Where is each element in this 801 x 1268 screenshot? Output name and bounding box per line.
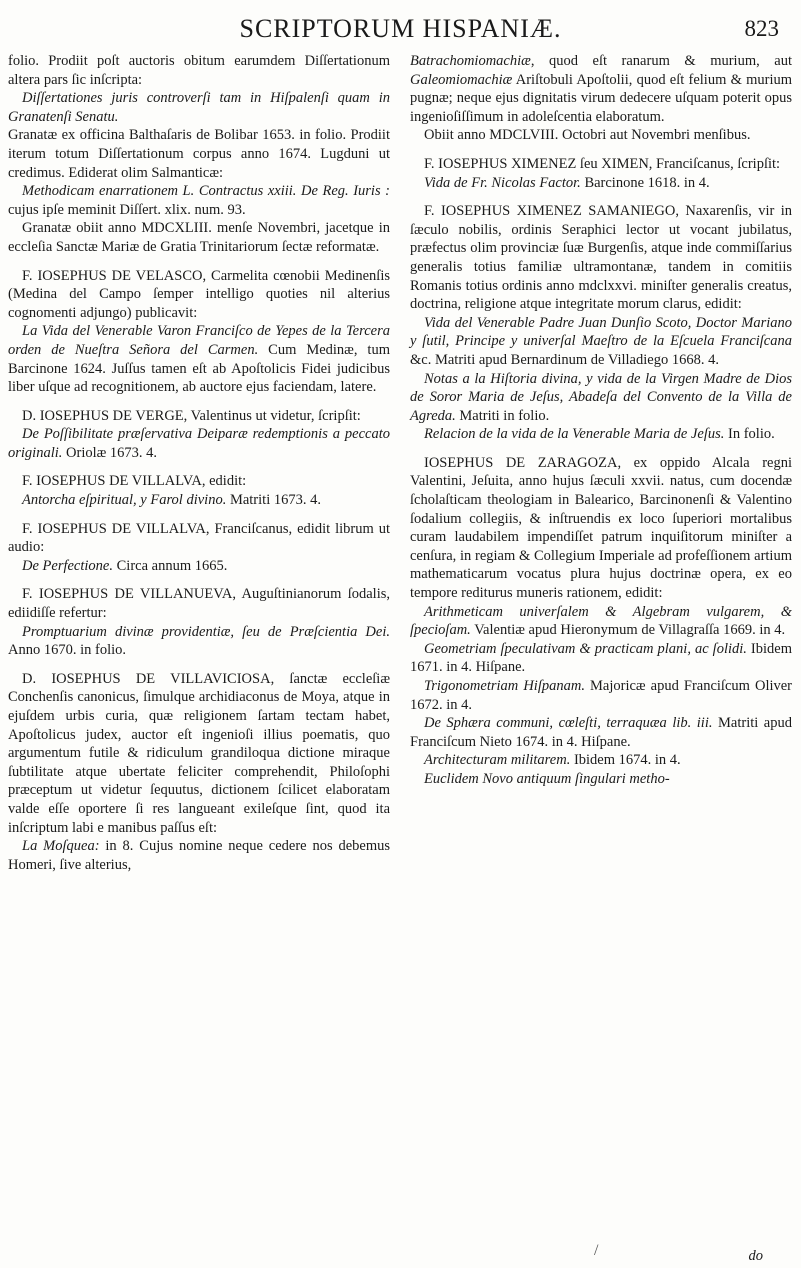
entry-heading: F. IOSEPHUS DE VILLALVA [22, 520, 206, 537]
book-title: Galeomiomachiæ [410, 71, 513, 88]
entry: F. IOSEPHUS DE VILLANUEVA, Auguſtinianorum ſodalis, ediidiſſe refertur: [8, 586, 391, 622]
entry-heading: F. IOSEPHUS XIMENEZ ſeu XIMEN, [424, 155, 653, 172]
running-header [0, 12, 801, 48]
entry-heading: F. IOSEPHUS XIMENEZ SAMANIEGO [424, 203, 676, 220]
entry: F. IOSEPHUS DE VILLALVA, edidit: [22, 473, 247, 490]
left-column [8, 52, 390, 874]
entry-heading: D. IOSEPHUS DE VERGE [22, 407, 184, 424]
paragraph: De Perfectione. Circa annum 1665. [22, 557, 228, 574]
book-title: Geometriam ſpeculativam & practicam plani, ac ſolidi. [424, 640, 747, 657]
paragraph: Vida de Fr. Nicolas Factor. Barcinone 1618. in 4. [424, 174, 710, 191]
book-title: Methodicam enarrationem L. Contractus xxiii. De Reg. Iuris : [22, 183, 390, 200]
paragraph: Architecturam militarem. Ibidem 1674. in 4. [424, 752, 681, 769]
paragraph: Arithmeticam univerſalem & Algebram vulgarem, & ſpecioſam. Valentiæ apud Hieronymum de Villagraſſa 1669. in 4. [410, 603, 792, 639]
paragraph: Methodicam enarrationem L. Contractus xxiii. De Reg. Iuris : cujus ipſe meminit Diſſert. xlix. num. 93. [8, 183, 390, 218]
book-title: Vida de Fr. Nicolas Factor. [424, 174, 581, 191]
paragraph [410, 770, 792, 789]
book-title: De Sphæra communi, cœleſti, terraquæa lib. iii. [424, 715, 713, 732]
entry: D. IOSEPHUS DE VILLAVICIOSA, ſanctæ eccleſiæ Conchenſis canonicus, ſimulque archidiaconus de Moya, atque in ejuſdem urbis curia, quæ religionem ſartam tectam habet, Apoſtolicus judex, auctor eſt ingenioſi illius poematis, quo argumentum futile & ridiculum grandiloqua dictione miraque ſubtilitate atque ubertate feliciter comprehendit, Philoſophi præceptum ut videtur ſequutus, dictionem ſcilicet elaboratam valde eſſe oportere ſi res langueant exileſque ſint, quod ita inſcriptum labi e manibus paſſus eſt: [8, 670, 390, 836]
book-title: Promptuarium divinæ providentiæ, ſeu de Præſcientia Dei. [22, 623, 390, 640]
book-title: De Poſſibilitate præſervativa Deiparæ redemptionis a peccato originali. [8, 426, 390, 461]
paragraph: Batrachomiomachiæ, quod eſt ranarum & murium, aut Galeomiomachiæ Ariſtobuli Apoſtolii, quod eſt felium & murium pugnæ; neque ejus dignitatis virum dedecere uſquam poterit opus ingenioſiſſimum in adoleſcentia elaboratum. [410, 53, 793, 125]
entry-heading: F. IOSEPHUS DE VILLANUEVA [22, 586, 233, 603]
book-title: De Perfectione. [22, 557, 113, 574]
paragraph: Relacion de la vida de la Venerable Maria de Jeſus. In folio. [424, 426, 775, 443]
entry: F. IOSEPHUS XIMENEZ SAMANIEGO, Naxarenſis, vir in ſæculo nobilis, ordinis Seraphici lector ut vocant jubilatus, præfectus olim provinciæ ſuæ Burgenſis, atque inde commiſſarius generalis totius familiæ ultramontanæ, tandem in comitiis Romanis totius ordinis anno mdclxxvi. miniſter generalis creatus, doctrina, religione atque integritate morum clarus, edidit: [410, 203, 792, 313]
entry: F. IOSEPHUS DE VELASCO, Carmelita cœnobii Medinenſis (Medina del Campo ſemper intelligo quoties nil alterius cognomenti adjungo) publicavit: [8, 267, 390, 321]
book-title: Architecturam militarem. [424, 752, 571, 769]
page-number: 823 [744, 16, 779, 41]
paragraph: La Vida del Venerable Varon Franciſco de Yepes de la Tercera orden de Nueſtra Señora del Carmen. Cum Medinæ, tum Barcinone 1624. Juſſus tamen eſt ab Apoſtolicis Fidei judicibus liber uſque ad recognitionem, ab auctore ejus faciendam, latere. [8, 323, 390, 396]
running-title: SCRIPTORUM HISPANIÆ. [239, 14, 562, 43]
book-title: Antorcha eſpiritual, y Farol divino. [22, 492, 227, 509]
paragraph: De Poſſibilitate præſervativa Deiparæ redemptionis a peccato originali. Oriolæ 1673. 4. [8, 426, 390, 461]
book-title: Euclidem Novo antiquum ſingulari metho- [424, 770, 670, 787]
paragraph: De Sphæra communi, cœleſti, terraquæa lib. iii. Matriti apud Franciſcum Nieto 1674. in 4. Hiſpane. [410, 715, 792, 750]
book-title: Vida del Venerable Padre Juan Dunſio Scoto, Doctor Mariano y ſutil, Principe y univerſal Maeſtro de la Eſcuela Franciſcana [410, 314, 792, 350]
paragraph: La Moſquea: in 8. Cujus nomine neque cedere nos debemus Homeri, ſive alterius, [8, 838, 391, 873]
entry: F. IOSEPHUS DE VILLALVA, Franciſcanus, edidit librum ut audio: [8, 520, 390, 556]
entry-heading: F. IOSEPHUS DE VILLALVA [22, 473, 202, 490]
catchword: do [748, 1248, 763, 1264]
entry: F. IOSEPHUS XIMENEZ ſeu XIMEN, Franciſcanus, ſcripſit: [424, 155, 781, 172]
book-title: Batrachomiomachiæ [410, 53, 531, 69]
paragraph: Notas a la Hiſtoria divina, y vida de la Virgen Madre de Dios de Soror Maria de Jeſus, Abadeſa del Convento de la Villa de Agreda. Matriti in folio. [410, 370, 792, 424]
entry-heading: IOSEPHUS DE ZARAGOZA [424, 454, 618, 471]
paragraph: Granatæ obiit anno MDCXLIII. menſe Novembri, jacetque in eccleſia Sanctæ Mariæ de Gratia Trinitariorum ſectæ reformatæ. [8, 220, 390, 255]
paragraph: Obiit anno MDCLVIII. Octobri aut Novembri menſibus. [424, 127, 751, 144]
stray-mark: / [594, 1242, 599, 1259]
book-title: La Moſquea: [22, 838, 100, 855]
paragraph: Promptuarium divinæ providentiæ, ſeu de Præſcientia Dei. Anno 1670. in folio. [8, 623, 390, 659]
entry-heading: F. IOSEPHUS DE VELASCO [22, 267, 203, 284]
entry: D. IOSEPHUS DE VERGE, Valentinus ut videtur, ſcripſit: [22, 407, 361, 424]
paragraph: Geometriam ſpeculativam & practicam plani, ac ſolidi. Ibidem 1671. in 4. Hiſpane. [410, 640, 792, 676]
entry: IOSEPHUS DE ZARAGOZA, ex oppido Alcala regni Valentini, Jeſuita, anno hujus ſæculi xxvii. natus, cum docendæ ſcholaſticam theologiam in Balearico, Barcinonenſi & Valentino ſodalium collegiis, & inſtruendis ex loco ſuperiori mortalibus curam laudabilem impendiſſet patrum inquiſitorum miniſter a cenſura, in regiam & Collegium Imperiale ad profeſſionem artium mathematicarum vocatus plura hujus doctrinæ opera, ex eo tempore rediturus muneris rationem, edidit: [410, 454, 792, 602]
paragraph: Antorcha eſpiritual, y Farol divino. Matriti 1673. 4. [22, 492, 321, 509]
paragraph: Trigonometriam Hiſpanam. Majoricæ apud Franciſcum Oliver 1672. in 4. [410, 678, 793, 713]
book-title: Relacion de la vida de la Venerable Maria de Jeſus. [424, 426, 725, 443]
book-title: La Vida del Venerable Varon Franciſco de Yepes de la Tercera orden de Nueſtra Señora del Carmen. [8, 323, 390, 358]
book-title: Trigonometriam Hiſpanam. [424, 678, 585, 694]
entry-heading: D. IOSEPHUS DE VILLAVICIOSA [22, 670, 271, 687]
book-title: Arithmeticam univerſalem & Algebram vulgarem, & ſpecioſam. [410, 603, 792, 639]
right-column [410, 52, 792, 789]
paragraph: folio. Prodiit poſt auctoris obitum earumdem Diſſertationum altera pars ſic inſcripta: Diſſertationes juris controverſi tam in Hiſpalenſi quam in Granatenſi Senatu. Granatæ ex officina Balthaſaris de Bolibar 1653. in folio. Prodiit iterum totum Diſſertationum corpus anno 1674. Lugduni ut credimus. Ediderat olim Salmanticæ: [8, 53, 390, 181]
book-title: Diſſertationes juris controverſi tam in Hiſpalenſi quam in Granatenſi Senatu. [8, 90, 390, 125]
paragraph: Vida del Venerable Padre Juan Dunſio Scoto, Doctor Mariano y ſutil, Principe y univerſal Maeſtro de la Eſcuela Franciſcana &c. Matriti apud Bernardinum de Villadiego 1668. 4. [410, 314, 792, 368]
book-title: Notas a la Hiſtoria divina, y vida de la Virgen Madre de Dios de Soror Maria de Jeſus, Abadeſa del Convento de la Villa de Agreda. [410, 370, 792, 424]
